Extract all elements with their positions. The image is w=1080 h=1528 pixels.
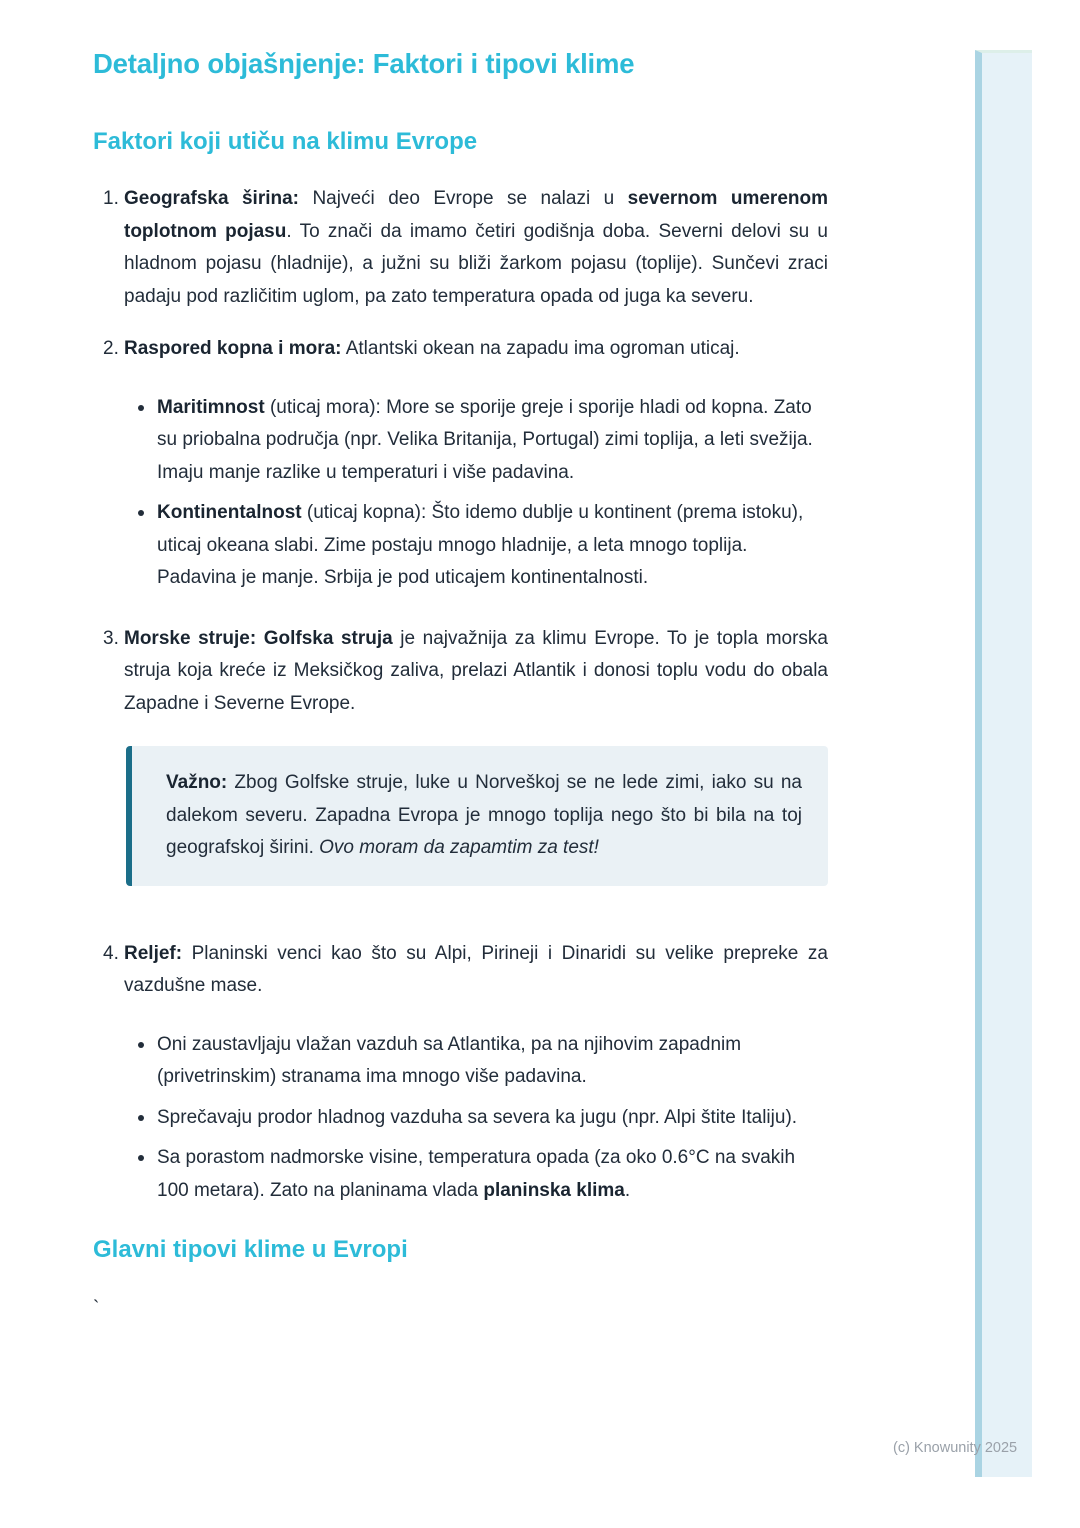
- text-run: Planinski venci kao što su Alpi, Pirineji i Dinaridi su velike prepreke za vazdušne mase.: [124, 942, 828, 996]
- paragraph: [124, 623, 828, 721]
- text-run: Najveći deo Evrope se nalazi u: [299, 188, 628, 209]
- paragraph: [157, 1142, 828, 1207]
- text-run: (uticaj kopna): Što idemo dublje u kontinent (prema istoku), uticaj okeana slabi. Zime postaju mnogo hladnije, a leta mnogo toplija. Padavina je manje. Srbija je pod uticajem kontinentalnosti.: [157, 502, 804, 588]
- text-run: (uticaj mora): More se sporije greje i sporije hladi od kopna. Zato su priobalna područja (npr. Velika Britanija, Portugal) zimi toplija, a leti svežija. Imaju manje razlike u temperaturi i više padavina.: [157, 396, 813, 483]
- stray-backtick-character: `: [93, 1298, 100, 1319]
- text-run: Ovo moram da zapamtim za test!: [319, 837, 599, 858]
- list-item-body: [124, 938, 828, 1216]
- paragraph: [157, 1029, 828, 1094]
- text-run: planinska klima: [483, 1179, 625, 1201]
- text-run: . To znači da imamo četiri godišnja doba. Severni delovi su u hladnom pojasu (hladnije), a južni su bliži žarkom pojasu (toplije). Sunčevi zraci padaju pod različitim uglom, pa zato temperatura opada od juga ka severu.: [124, 220, 828, 307]
- text-run: Reljef:: [124, 942, 183, 964]
- paragraph: [124, 183, 828, 313]
- text-run: Važno:: [166, 772, 228, 793]
- text-run: Geografska širina:: [124, 188, 300, 209]
- section-heading-factors: Faktori koji utiču na klimu Evrope: [93, 128, 478, 155]
- list-number: 3.: [103, 627, 119, 649]
- bullet-item-maritimnost: [124, 392, 828, 490]
- bullet-list: [124, 1029, 828, 1208]
- text-run: Sa porastom nadmorske visine, temperatura opada (za oko 0.6°C na svakih 100 metara). Zato na planinama vlada: [157, 1147, 796, 1201]
- paragraph: [157, 1102, 828, 1135]
- list-item-morske-struje: [103, 623, 828, 918]
- list-item-body: [124, 183, 828, 313]
- important-note-callout: [126, 746, 828, 886]
- list-item-raspored-kopna-i-mora: [103, 333, 828, 603]
- list-number: 1.: [103, 188, 119, 209]
- text-run: Zbog Golfske struje, luke u Norveškoj se ne lede zimi, iako su na dalekom severu. Zapadna Evropa je mnogo toplija nego što bi bila na toj geografskoj širini.: [166, 772, 802, 858]
- bullet-item-kontinentalnost: [124, 497, 828, 595]
- text-run: Maritimnost: [157, 396, 265, 418]
- list-item-body: [124, 333, 828, 603]
- bullet-list: [124, 392, 828, 595]
- bullet-item-planinska-klima: [124, 1142, 828, 1207]
- text-run: je najvažnija za klimu Evrope. To je topla morska struja koja kreće iz Meksičkog zaliva, prelazi Atlantik i donosi toplu vodu do obala Zapadne i Severne Evrope.: [124, 627, 828, 714]
- text-run: Raspored kopna i mora:: [124, 338, 342, 359]
- text-run: .: [624, 1179, 631, 1201]
- paragraph: [124, 938, 828, 1003]
- list-number: 2.: [103, 338, 119, 359]
- paragraph: [124, 333, 828, 366]
- factors-list: [93, 183, 828, 1215]
- list-item-reljef: [103, 938, 828, 1216]
- text-run: Sprečavaju prodor hladnog vazduha sa severa ka jugu (npr. Alpi štite Italiju).: [157, 1106, 798, 1128]
- paragraph: [157, 392, 828, 490]
- paragraph: [157, 497, 828, 595]
- list-item-geografska-sirina: [103, 183, 828, 313]
- text-run: severnom umerenom toplotnom pojasu: [124, 188, 828, 242]
- section-heading-climate-types: Glavni tipovi klime u Evropi: [93, 1236, 408, 1263]
- text-run: Morske struje: Golfska struja: [124, 627, 393, 649]
- list-item-body: [124, 623, 828, 918]
- footer-copyright: (c) Knowunity 2025: [893, 1440, 1018, 1456]
- text-run: Atlantski okean na zapadu ima ogroman uticaj.: [341, 338, 740, 359]
- list-number: 4.: [103, 942, 119, 964]
- callout-paragraph: [166, 767, 802, 865]
- bullet-item-alpi-stite-italiju: [124, 1102, 828, 1135]
- text-run: Kontinentalnost: [157, 502, 302, 523]
- page-title: Detaljno objašnjenje: Faktori i tipovi klime: [93, 48, 635, 79]
- decorative-right-bar: [975, 50, 1032, 1477]
- bullet-item-privetrinske-strane: [124, 1029, 828, 1094]
- text-run: Oni zaustavljaju vlažan vazduh sa Atlantika, pa na njihovim zapadnim (privetrinskim) stranama ima mnogo više padavina.: [157, 1033, 742, 1087]
